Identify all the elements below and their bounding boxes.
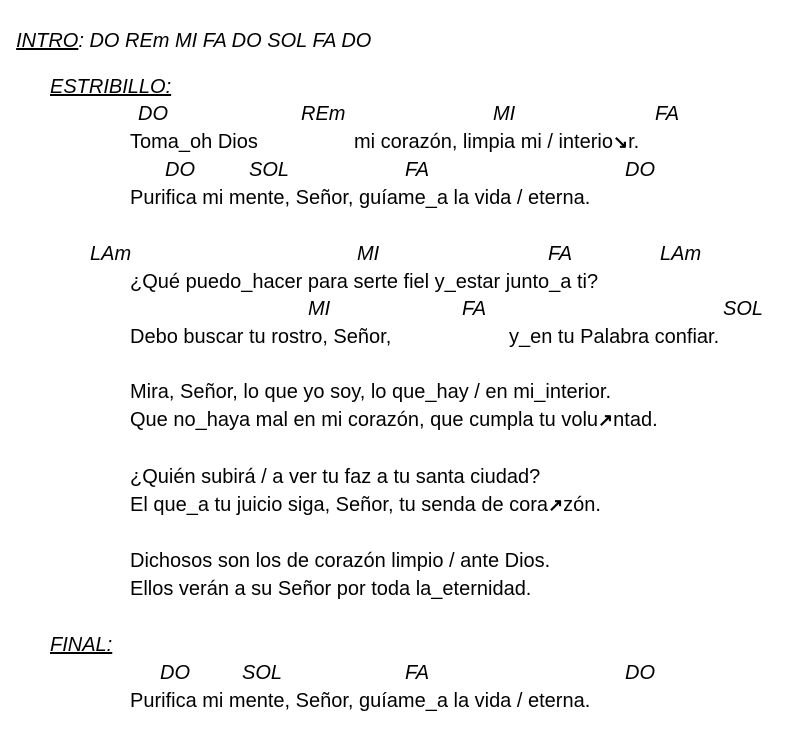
arrow-up-right-icon: ↗ — [598, 410, 614, 430]
chord-verse1-1-2: MI — [357, 243, 380, 265]
chord-estribillo-2-1: DO — [165, 159, 195, 181]
lyric-verse3-2b: zón. — [563, 494, 601, 516]
lyric-estribillo-1b — [354, 130, 639, 154]
chord-estribillo-2-4: DO — [625, 159, 655, 181]
chord-estribillo-2-2: SOL — [249, 159, 290, 181]
lyric-verse1-1: ¿Qué puedo_hacer para serte fiel y_estar junto_a ti? — [130, 271, 599, 293]
lyric-estribillo-1a: Toma_oh Dios — [130, 131, 258, 153]
estribillo-heading: ESTRIBILLO: — [50, 76, 172, 98]
chord-estribillo-1-1: DO — [138, 103, 168, 125]
chord-estribillo-1-3: MI — [493, 103, 516, 125]
lyric-estribillo-1c-text: r. — [628, 131, 640, 153]
lyric-verse3-2 — [130, 493, 601, 517]
chord-verse1-1-1: LAm — [90, 243, 132, 265]
final-heading: FINAL: — [50, 634, 113, 656]
chord-estribillo-2-3: FA — [405, 159, 430, 181]
lyric-verse2-2b: ntad. — [613, 409, 658, 431]
chord-estribillo-1-4: FA — [655, 103, 680, 125]
lyric-verse4-2: Ellos verán a su Señor por toda la_eternidad. — [130, 578, 532, 600]
arrow-down-right-icon: ↘ — [612, 132, 629, 152]
lyric-verse1-2b: y_en tu Palabra confiar. — [509, 326, 720, 348]
chord-final-3: FA — [405, 662, 430, 684]
lyric-verse2-2a: Que no_haya mal en mi corazón, que cumpla tu volu — [130, 409, 599, 431]
chord-verse1-2-1: MI — [308, 298, 331, 320]
lyric-estribillo-2: Purifica mi mente, Señor, guíame_a la vida / eterna. — [130, 187, 591, 209]
chord-estribillo-1-2: REm — [301, 103, 346, 125]
lyric-verse2-1: Mira, Señor, lo que yo soy, lo que_hay / en mi_interior. — [130, 381, 612, 403]
lyric-final: Purifica mi mente, Señor, guíame_a la vida / eterna. — [130, 690, 591, 712]
chord-final-4: DO — [625, 662, 655, 684]
chord-verse1-2-3: SOL — [723, 298, 764, 320]
lyric-estribillo-1b-text: mi corazón, limpia mi / interio — [354, 131, 613, 153]
lyric-verse1-2a: Debo buscar tu rostro, Señor, — [130, 326, 392, 348]
intro-label: INTRO — [16, 30, 79, 52]
intro-line — [5, 5, 371, 53]
lyric-verse2-2 — [130, 408, 658, 432]
chord-verse1-2-2: FA — [462, 298, 487, 320]
lyric-verse3-2a: El que_a tu juicio siga, Señor, tu senda de cora — [130, 494, 549, 516]
chord-verse1-1-4: LAm — [660, 243, 702, 265]
chord-final-2: SOL — [242, 662, 283, 684]
chord-verse1-1-3: FA — [548, 243, 573, 265]
chord-final-1: DO — [160, 662, 190, 684]
lyric-verse3-1: ¿Quién subirá / a ver tu faz a tu santa ciudad? — [130, 466, 541, 488]
intro-chords: DO REm MI FA DO SOL FA DO — [83, 30, 372, 52]
intro-colon: : — [78, 30, 84, 52]
lyric-verse4-1: Dichosos son los de corazón limpio / ante Dios. — [130, 550, 551, 572]
arrow-up-right-icon: ↗ — [548, 495, 564, 515]
